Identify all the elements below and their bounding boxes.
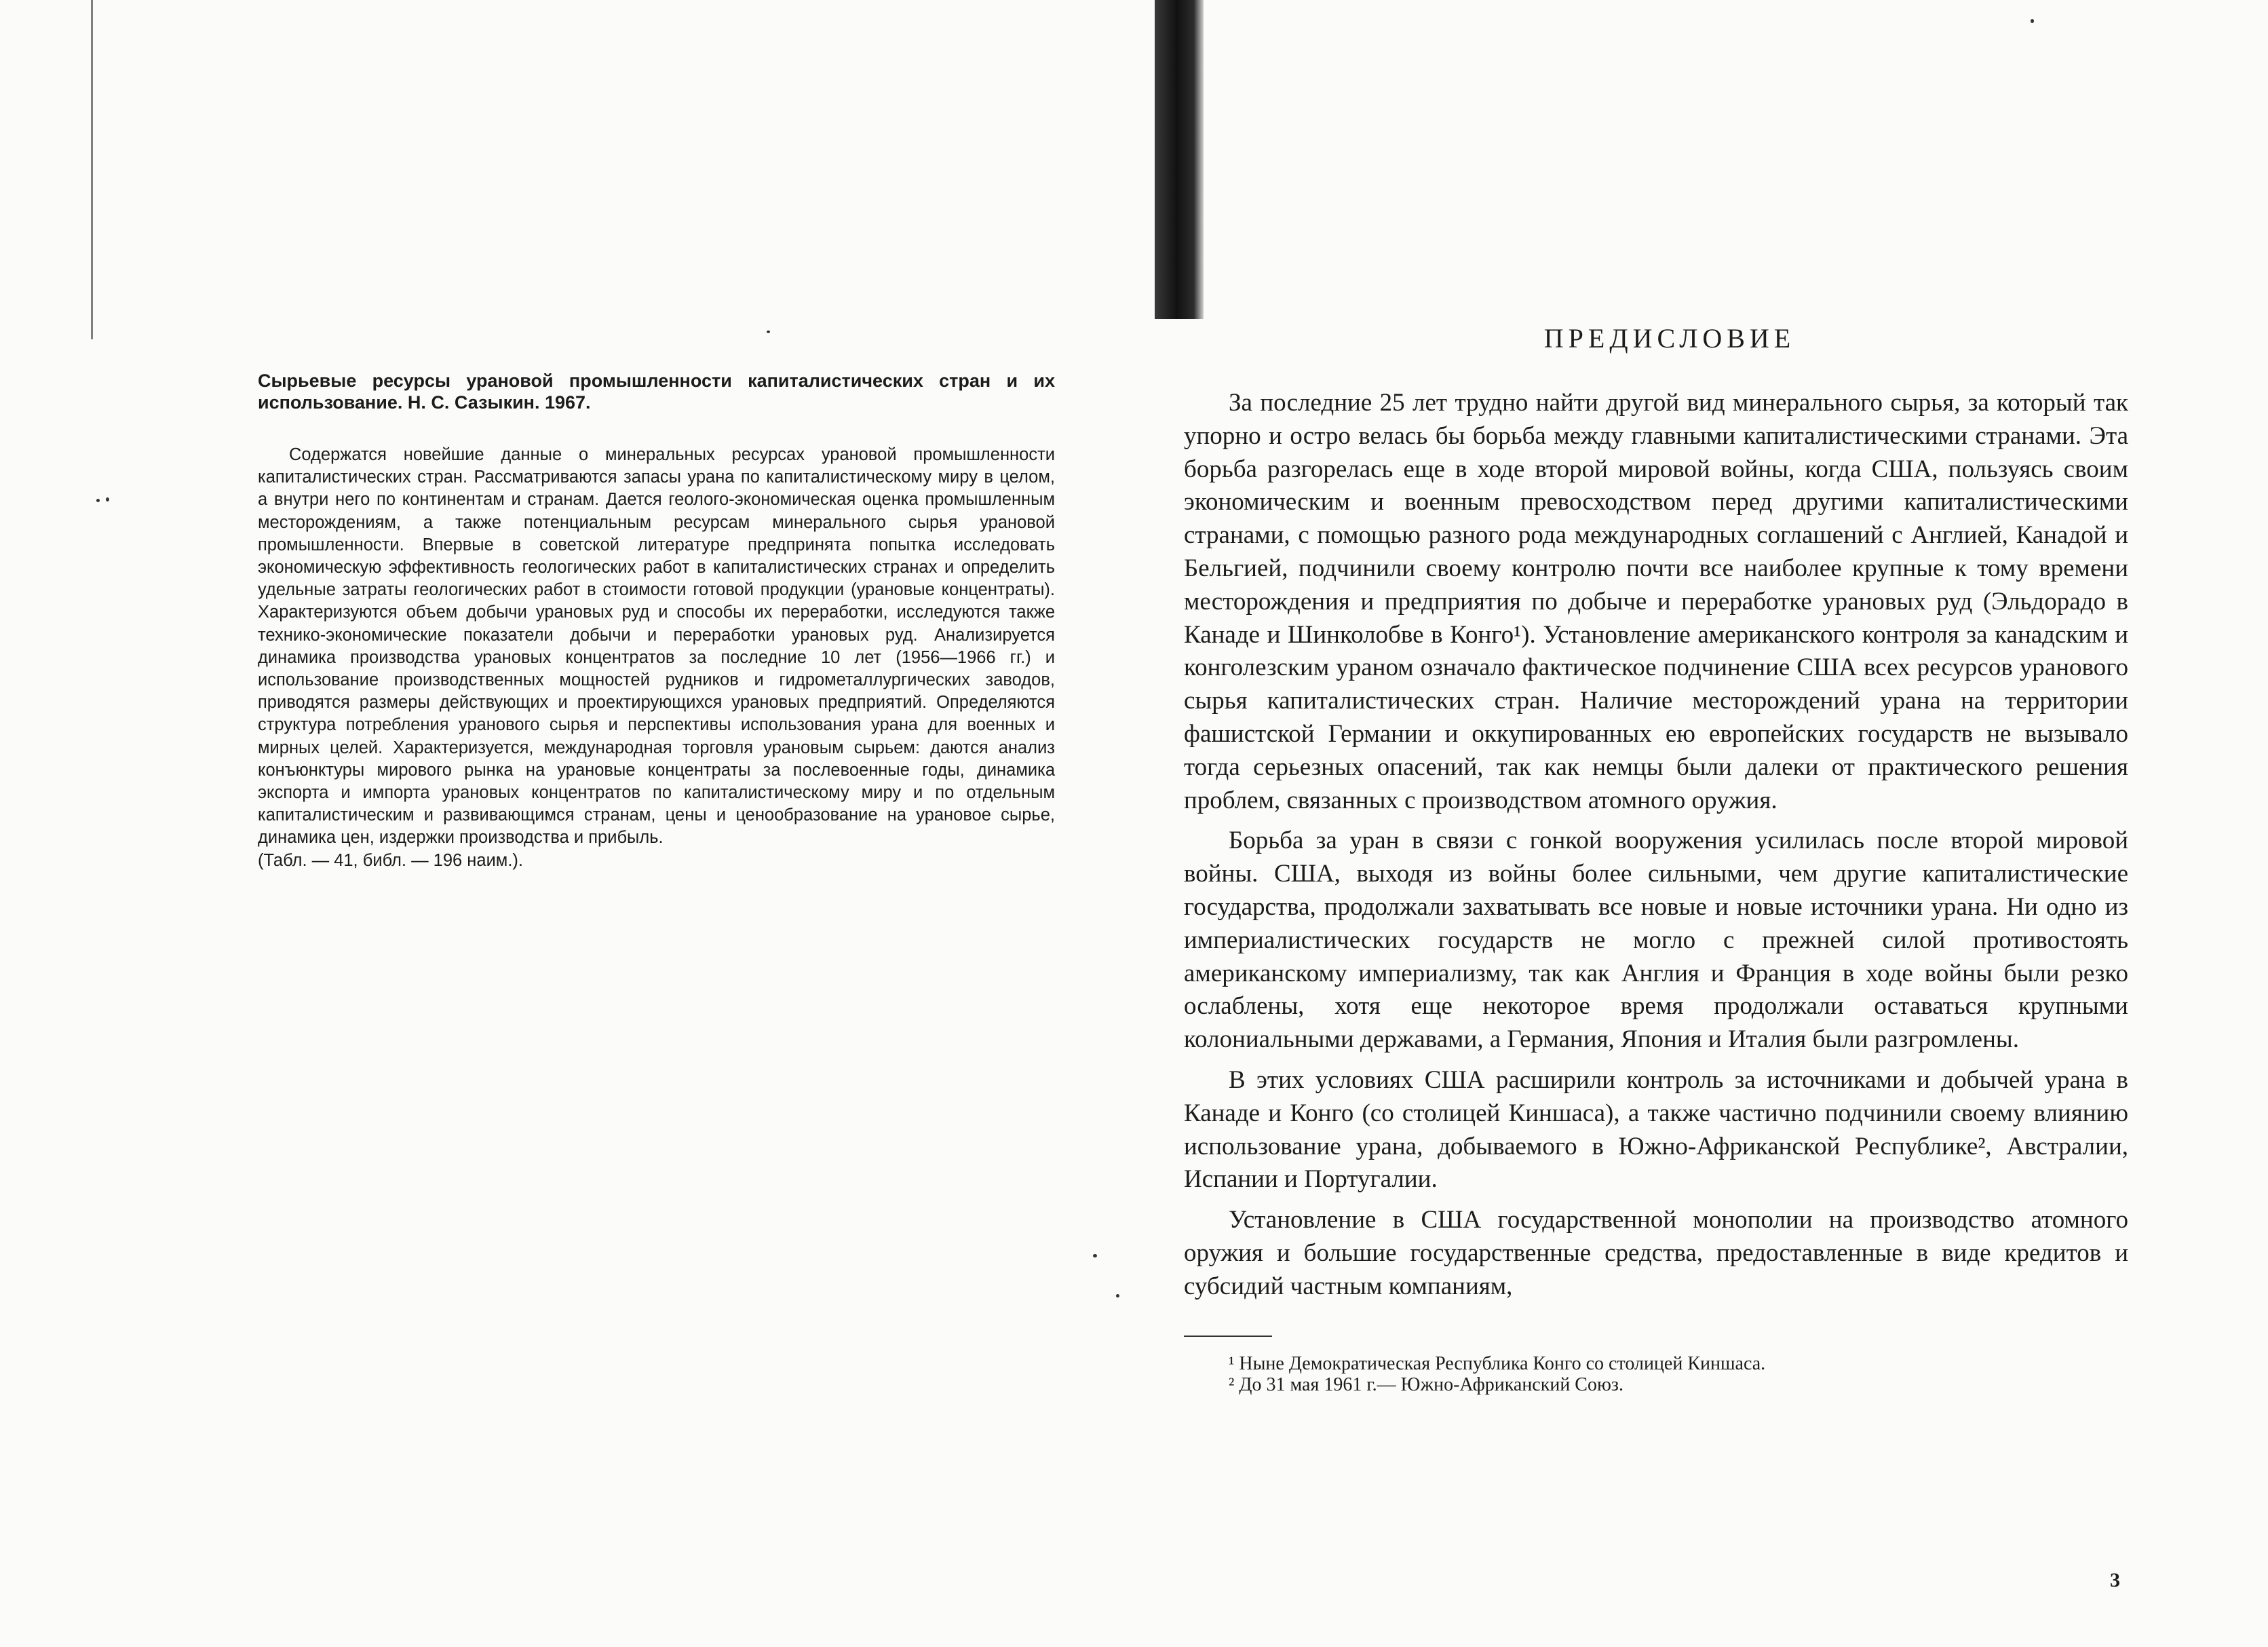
right-page [1184,322,2128,1395]
scan-speck [2031,19,2034,23]
scan-speck [1093,1254,1097,1257]
scan-speck [1116,1294,1119,1298]
scan-speck [106,497,109,501]
binding-gutter-shadow [1155,0,1204,319]
footnote: ¹ Ныне Демократическая Республика Конго со столицей Киншаса. [1229,1352,1766,1374]
preface-paragraph: В этих условиях США расширили контроль за источниками и добычей урана в Канаде и Конго (со столицей Киншаса), а также частично подчинили своему влиянию использование урана, добываемого в Южно-Африканской Республике², Австралии, Испании и Португалии. [1184,1065,2128,1194]
footnote: ² До 31 мая 1961 г.— Южно-Африканский Союз. [1229,1374,1623,1395]
preface-paragraph: Борьба за уран в связи с гонкой вооружения усилилась после второй мировой войны. США, выходя из войны более сильными, чем другие капиталистические государства, продолжали захватывать все новые и новые источники урана. Ни одно из империалистических государств не могло с прежней силой противостоять американскому империализму, так как Англия и Франция в ходе войны были резко ослаблены, хотя еще некоторое время продолжали оставаться крупными колониальными державами, а Германия, Япония и Италия были разгромлены. [1184,827,2128,1054]
page-edge-line [91,0,93,339]
preface-paragraph: За последние 25 лет трудно найти другой вид минерального сырья, за который так упорно и остро велась бы борьба между главными капиталистическими странами. Эта борьба разгорелась еще в ходе второй мировой войны, когда США, пользуясь своим экономическим и военным превосходством перед другими капиталистическими странами, с помощью разного рода международных соглашений с Англией, Канадой и Бельгией, подчинили своему контролю почти все наиболее крупные к тому времени месторождения и предприятия по добыче и переработке урановых руд (Эльдорадо в Канаде и Шинколобве в Конго¹). Установление американского контроля за канадским и конголезским ураном означало фактическое подчинение США всех ресурсов уранового сырья капиталистических стран. Наличие месторождений урана на территории фашистской Германии и оккупированных ею европейских государств не вызывало тогда серьезных опасений, так как немцы были далеки от практического решения проблем, связанных с производством атомного оружия. [1184,389,2128,814]
footnote-divider [1184,1336,1272,1337]
scan-speck [767,330,770,333]
preface-paragraph: Установление в США государственной монополии на производство атомного оружия и большие государственные средства, предоставленные в виде кредитов и субсидий частным компаниям, [1184,1206,2128,1300]
left-page [258,370,1055,872]
preface-heading: ПРЕДИСЛОВИЕ [1543,323,1796,354]
abstract-body: Содержатся новейшие данные о минеральных ресурсах урановой промышленности капиталистических стран. Рассматриваются запасы урана по капиталистическому миру в целом, а внутри него по континентам и странам. Дается геолого-экономическая оценка промышленным месторождениям, а также потенциальным ресурсам минерального сырья урановой промышленности. Впервые в советской литературе предпринята попытка исследовать экономическую эффективность геологических работ в капиталистических странах и определить удельные затраты геологических работ в стоимости готовой продукции (урановые концентраты). Характеризуются объем добычи урановых руд и способы их переработки, исследуются также технико-экономические показатели добычи и переработки урановых руд. Анализируется динамика производства урановых концентратов за последние 10 лет (1956—1966 гг.) и использование производственных мощностей рудников и гидрометаллургических заводов, приводятся размеры действующих и проектирующихся урановых предприятий. Определяются структура потребления уранового сырья и перспективы использования урана для военных и мирных целей. Характеризуется, международная торговля урановым сырьем: даются анализ конъюнктуры мирового рынка на урановые концентраты за послевоенные годы, динамика экспорта и импорта урановых концентратов по капиталистическому миру и по отдельным капиталистическим и развивающимся странам, цены и ценообразование на урановое сырье, динамика цен, издержки производства и прибыль. [258,445,1055,848]
scan-speck [96,499,100,502]
abstract-title: Сырьевые ресурсы урановой промышленности капиталистических стран и их использование. Н. С. Сазыкин. 1967. [258,371,1055,413]
abstract-reference: (Табл. — 41, библ. — 196 наим.). [258,850,524,870]
page-number: 3 [2110,1569,2120,1591]
